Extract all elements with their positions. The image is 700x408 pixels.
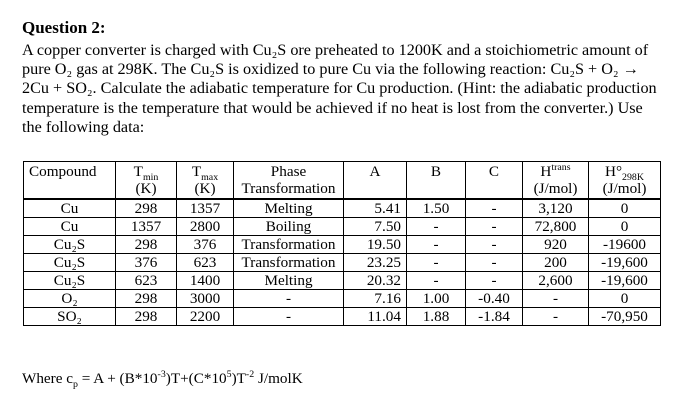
cell-b: 1.50 bbox=[407, 199, 466, 218]
cell-tmax: 2800 bbox=[177, 218, 234, 236]
cell-tmin: 298 bbox=[116, 199, 177, 218]
cell-htrans: 920 bbox=[523, 236, 589, 254]
cell-a: 11.04 bbox=[344, 308, 407, 326]
cell-b: 1.00 bbox=[407, 290, 466, 308]
cell-htrans: - bbox=[523, 290, 589, 308]
cell-a: 20.32 bbox=[344, 272, 407, 290]
cell-tmin: 298 bbox=[116, 290, 177, 308]
cell-tmax: 2200 bbox=[177, 308, 234, 326]
cell-phase: Transformation bbox=[234, 236, 344, 254]
cell-phase: Melting bbox=[234, 199, 344, 218]
thermo-data-table bbox=[23, 161, 661, 326]
cell-c: - bbox=[466, 254, 523, 272]
cell-htrans: 72,800 bbox=[523, 218, 589, 236]
question-line: A copper converter is charged with Cu₂S ore preheated to 1200K and a stoichiometric amount of bbox=[22, 41, 649, 59]
cell-a: 5.41 bbox=[344, 199, 407, 218]
cell-b: - bbox=[407, 218, 466, 236]
cell-tmin: 298 bbox=[116, 236, 177, 254]
header-a: A bbox=[344, 162, 407, 200]
cell-tmax: 623 bbox=[177, 254, 234, 272]
cell-compound: Cu₂S bbox=[24, 272, 116, 290]
cell-a: 19.50 bbox=[344, 236, 407, 254]
cp-formula-footnote: Where $c_p = A + (B*10^{-3})T+(C*10^5)T^{-2}$ J/molK bbox=[22, 368, 303, 391]
cell-c: - bbox=[466, 272, 523, 290]
question-line: the following data: bbox=[22, 117, 145, 136]
cell-tmin: 1357 bbox=[116, 218, 177, 236]
table-row bbox=[24, 236, 661, 254]
cell-h298: -19600 bbox=[589, 236, 661, 254]
header-htrans: $H^{trans}$ (J/mol) bbox=[523, 162, 589, 200]
cell-a: 7.16 bbox=[344, 290, 407, 308]
cell-a: 7.50 bbox=[344, 218, 407, 236]
cell-phase: Boiling bbox=[234, 218, 344, 236]
cell-h298: -19,600 bbox=[589, 272, 661, 290]
cell-tmin: 298 bbox=[116, 308, 177, 326]
cell-b: 1.88 bbox=[407, 308, 466, 326]
cell-b: - bbox=[407, 236, 466, 254]
cell-tmax: 3000 bbox=[177, 290, 234, 308]
cell-b: - bbox=[407, 254, 466, 272]
cell-tmin: 623 bbox=[116, 272, 177, 290]
cell-htrans: 3,120 bbox=[523, 199, 589, 218]
cell-htrans: - bbox=[523, 308, 589, 326]
header-tmin: $T_{min}$ (K) bbox=[116, 162, 177, 200]
header-c: C bbox=[466, 162, 523, 200]
cell-phase: Transformation bbox=[234, 254, 344, 272]
table-row bbox=[24, 290, 661, 308]
table-row bbox=[24, 218, 661, 236]
table-row bbox=[24, 254, 661, 272]
question-line: temperature is the temperature that would be achieved if no heat is lost from the converter.) Use bbox=[22, 98, 643, 117]
cell-b: - bbox=[407, 272, 466, 290]
cell-h298: -19,600 bbox=[589, 254, 661, 272]
cell-h298: 0 bbox=[589, 218, 661, 236]
question-line: pure O₂ gas at 298K. The Cu₂S is oxidized to pure Cu via the following reaction: Cu₂S + O₂ → bbox=[22, 60, 639, 79]
cell-h298: -70,950 bbox=[589, 308, 661, 326]
cell-compound: SO₂ bbox=[24, 308, 116, 326]
header-compound: Compound bbox=[24, 162, 116, 200]
cell-c: - bbox=[466, 199, 523, 218]
table-row bbox=[24, 199, 661, 218]
cell-a: 23.25 bbox=[344, 254, 407, 272]
cell-compound: O₂ bbox=[24, 290, 116, 308]
cell-tmax: 1357 bbox=[177, 199, 234, 218]
cell-h298: 0 bbox=[589, 199, 661, 218]
cell-phase: Melting bbox=[234, 272, 344, 290]
table-header-row bbox=[24, 162, 661, 200]
question-paragraph bbox=[22, 41, 690, 137]
cell-c: -1.84 bbox=[466, 308, 523, 326]
cell-c: - bbox=[466, 236, 523, 254]
header-b: B bbox=[407, 162, 466, 200]
cell-h298: 0 bbox=[589, 290, 661, 308]
header-h298: $H^\circ_{298K}$ (J/mol) bbox=[589, 162, 661, 200]
header-tmax: $T_{max}$ (K) bbox=[177, 162, 234, 200]
cell-tmin: 376 bbox=[116, 254, 177, 272]
cell-compound: Cu bbox=[24, 199, 116, 218]
table-row bbox=[24, 308, 661, 326]
cell-tmax: 376 bbox=[177, 236, 234, 254]
cell-compound: Cu₂S bbox=[24, 236, 116, 254]
cell-c: -0.40 bbox=[466, 290, 523, 308]
table-row bbox=[24, 272, 661, 290]
cell-phase: - bbox=[234, 308, 344, 326]
header-phase: Phase Transformation bbox=[234, 162, 344, 200]
cell-compound: Cu₂S bbox=[24, 254, 116, 272]
cell-phase: - bbox=[234, 290, 344, 308]
cell-htrans: 200 bbox=[523, 254, 589, 272]
cell-c: - bbox=[466, 218, 523, 236]
question-line: 2Cu + SO₂. Calculate the adiabatic temperature for Cu production. (Hint: the adiabatic production bbox=[22, 79, 657, 98]
cell-htrans: 2,600 bbox=[523, 272, 589, 290]
cell-tmax: 1400 bbox=[177, 272, 234, 290]
question-title: Question 2: bbox=[22, 18, 106, 37]
cell-compound: Cu bbox=[24, 218, 116, 236]
